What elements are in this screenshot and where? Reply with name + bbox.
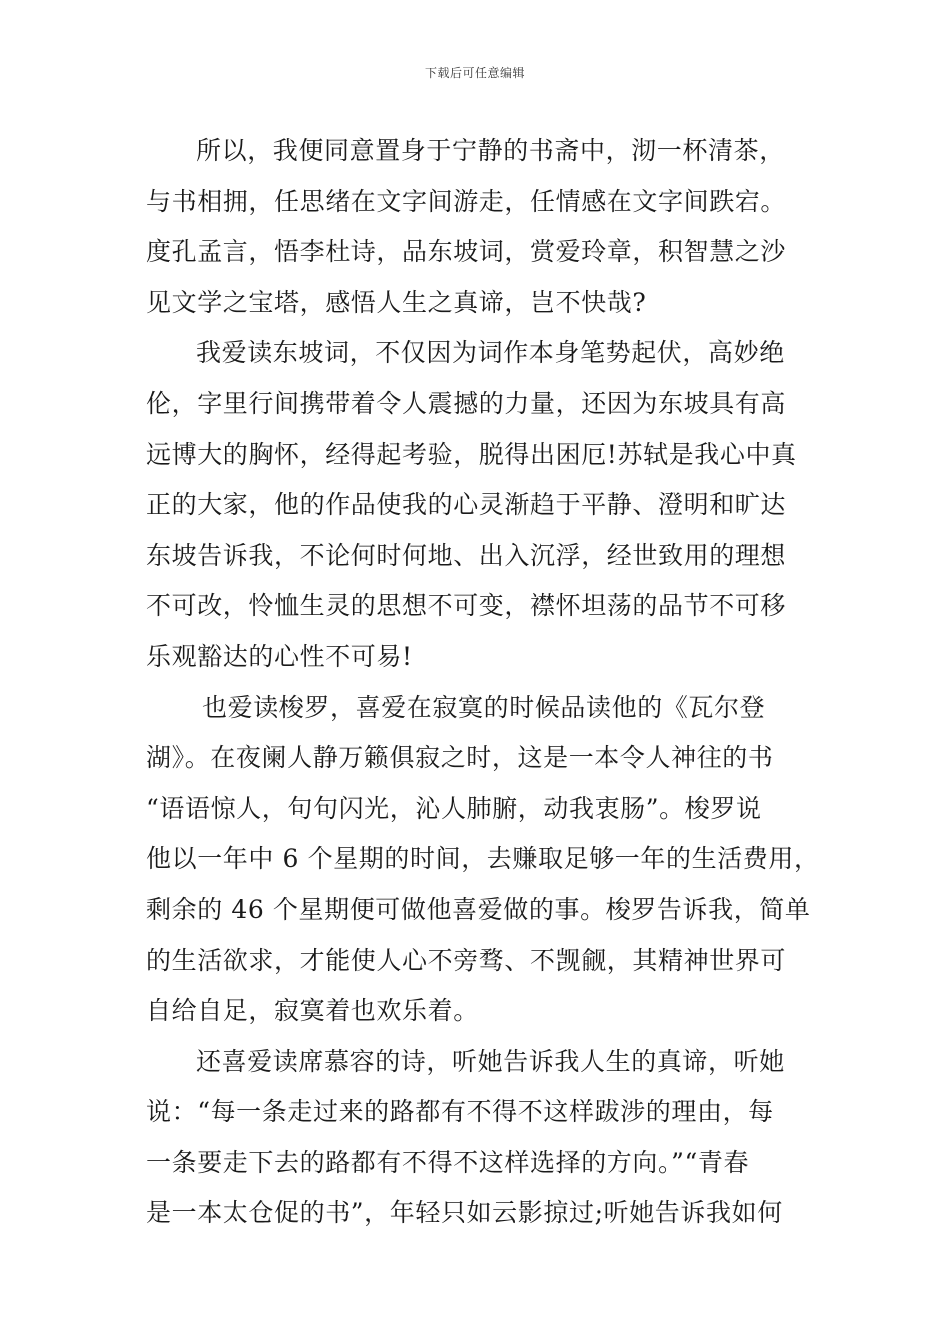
paragraph-line: 乐观豁达的心性不可易! bbox=[146, 641, 413, 671]
paragraph-line: 自给自足，寂寞着也欢乐着。 bbox=[146, 996, 479, 1026]
paragraph-line: 与书相拥，任思绪在文字间游走，任情感在文字间跌宕。 bbox=[146, 186, 787, 216]
paragraph-line: 正的大家，他的作品使我的心灵渐趋于平静、澄明和旷达 bbox=[146, 490, 787, 520]
page-header: 下载后可任意编辑 bbox=[424, 66, 525, 80]
paragraph-line: 是一本太仓促的书”，年轻只如云影掠过;听她告诉我如何 bbox=[146, 1198, 783, 1228]
paragraph-2 bbox=[146, 328, 806, 682]
paragraph-3 bbox=[146, 683, 820, 1037]
paragraph-line: 远博大的胸怀，经得起考验，脱得出困厄!苏轼是我心中真 bbox=[146, 439, 797, 469]
paragraph-line: “语语惊人，句句闪光，沁人肺腑，动我衷肠”。梭罗说 bbox=[146, 793, 762, 823]
paragraph-line: 一条要走下去的路都有不得不这样选择的方向。”“青春 bbox=[146, 1147, 750, 1177]
paragraph-line: 还喜爱读席慕容的诗，听她告诉我人生的真谛，听她 bbox=[196, 1046, 785, 1076]
paragraph-line: 湖》。在夜阑人静万籁俱寂之时，这是一本令人神往的书 bbox=[146, 743, 774, 773]
paragraph-line: 伦，字里行间携带着令人震撼的力量，还因为东坡具有高 bbox=[146, 388, 787, 418]
paragraph-line: 也爱读梭罗，喜爱在寂寞的时候品读他的《瓦尔登 bbox=[202, 692, 766, 722]
paragraph-line: 他以一年中 6 个星期的时间，去赚取足够一年的生活费用， bbox=[146, 844, 820, 874]
paragraph-line: 的生活欲求，才能使人心不旁骛、不觊觎，其精神世界可 bbox=[146, 945, 787, 975]
paragraph-line: 所以，我便同意置身于宁静的书斋中，沏一杯清茶， bbox=[196, 136, 785, 165]
paragraph-line: 不可改，怜恤生灵的思想不可变，襟怀坦荡的品节不可移 bbox=[146, 591, 787, 621]
paragraph-line: 东坡告诉我，不论何时何地、出入沉浮，经世致用的理想 bbox=[146, 540, 787, 570]
paragraph-line: 度孔孟言，悟李杜诗，品东坡词，赏爱玲章，积智慧之沙 bbox=[146, 237, 787, 267]
paragraph-line: 剩余的 46 个星期便可做他喜爱做的事。梭罗告诉我，简单 bbox=[146, 894, 811, 924]
paragraph-line: 我爱读东坡词，不仅因为词作本身笔势起伏，高妙绝 bbox=[196, 338, 785, 368]
paragraph-1 bbox=[146, 126, 806, 328]
paragraph-line: 见文学之宝塔，感悟人生之真谛，岂不快哉? bbox=[146, 287, 647, 317]
paragraph-4 bbox=[146, 1037, 806, 1239]
paragraph-line: 说：“每一条走过来的路都有不得不这样跋涉的理由，每 bbox=[146, 1097, 774, 1127]
document-body bbox=[146, 126, 820, 1239]
